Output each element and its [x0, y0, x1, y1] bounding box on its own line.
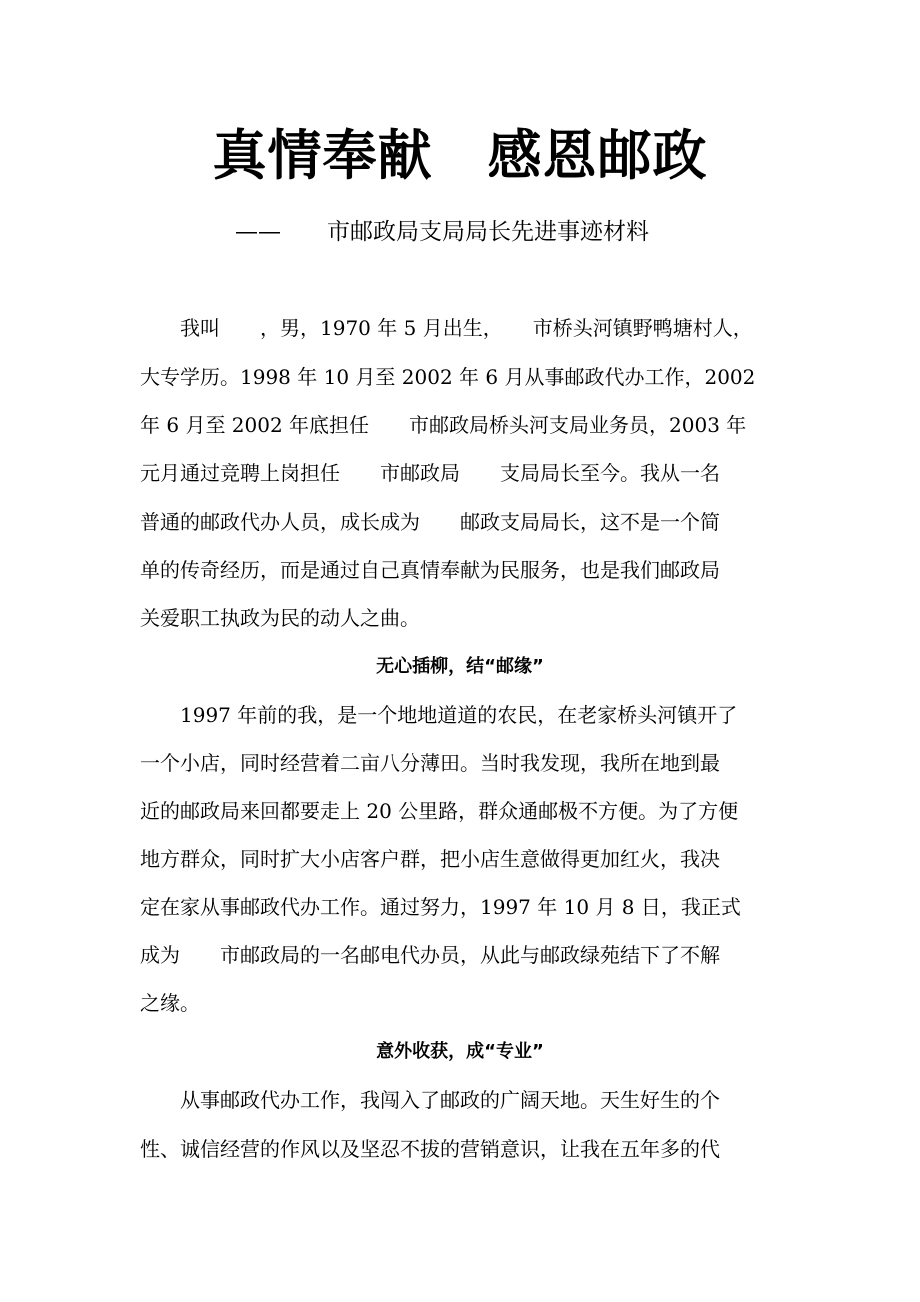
- section-heading: 意外收获，成“专业”: [376, 1041, 544, 1062]
- intro-line: 单的传奇经历，而是通过自己真情奉献为民服务，也是我们邮政局: [140, 558, 720, 582]
- section2-line: 性、诚信经营的作风以及坚忍不拔的营销意识，让我在五年多的代: [140, 1137, 720, 1161]
- document-subtitle: —— 市邮政局支局局长先进事迹材料: [235, 219, 649, 245]
- section-heading: 无心插柳，结“邮缘”: [376, 656, 544, 677]
- section1-line: 成为 市邮政局的一名邮电代办员，从此与邮政绿苑结下了不解: [140, 943, 720, 967]
- intro-line: 关爱职工执政为民的动人之曲。: [140, 606, 420, 630]
- section1-line: 之缘。: [140, 991, 200, 1015]
- section1-line: 定在家从事邮政代办工作。通过努力，1997 年 10 月 8 日，我正式: [140, 895, 741, 919]
- intro-line: 大专学历。1998 年 10 月至 2002 年 6 月从事邮政代办工作，2002: [140, 365, 756, 389]
- intro-line: 我叫 ，男，1970 年 5 月出生， 市桥头河镇野鸭塘村人，: [140, 316, 753, 340]
- document-title: 真情奉献 感恩邮政: [212, 124, 708, 187]
- intro-line: 普通的邮政代办人员，成长成为 邮政支局局长，这不是一个简: [140, 510, 720, 534]
- section1-line: 一个小店，同时经营着二亩八分薄田。当时我发现，我所在地到最: [140, 751, 720, 775]
- section1-line: 近的邮政局来回都要走上 20 公里路，群众通邮极不方便。为了方便: [140, 799, 739, 823]
- section2-line: 从事邮政代办工作，我闯入了邮政的广阔天地。天生好生的个: [140, 1088, 720, 1112]
- section1-line: 地方群众，同时扩大小店客户群，把小店生意做得更加红火，我决: [140, 847, 720, 871]
- intro-line: 元月通过竞聘上岗担任 市邮政局 支局局长至今。我从一名: [140, 461, 720, 485]
- intro-line: 年 6 月至 2002 年底担任 市邮政局桥头河支局业务员，2003 年: [140, 413, 747, 437]
- section1-line: 1997 年前的我，是一个地地道道的农民，在老家桥头河镇开了: [140, 703, 738, 727]
